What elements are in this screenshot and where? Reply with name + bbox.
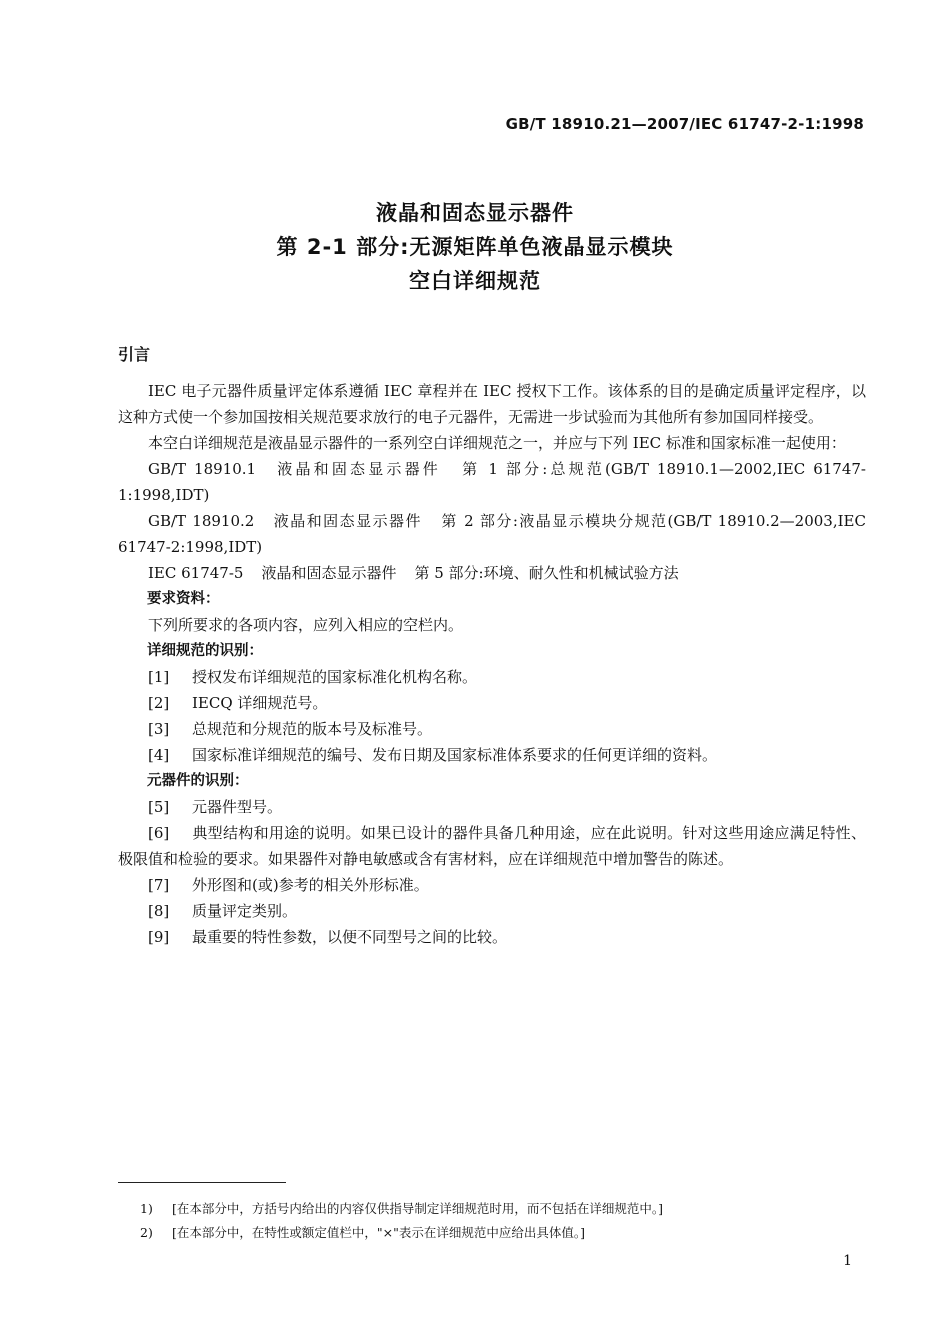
list-item	[118, 872, 866, 898]
intro-body	[118, 378, 866, 950]
list-item	[118, 716, 866, 742]
title-line-1: 液晶和固态显示器件	[376, 201, 574, 225]
item-text: 总规范和分规范的版本号及标准号。	[192, 720, 433, 738]
item-number: [8]	[148, 902, 170, 920]
item-text: 典型结构和用途的说明。如果已设计的器件具备几种用途，应在此说明。针对这些用途应满足特性、极限值和检验的要求。如果器件对静电敏感或含有害材料，应在详细规范中增加警告的陈述。	[118, 824, 866, 868]
list-item	[118, 664, 866, 690]
detail-spec-heading: 详细规范的识别：	[147, 643, 263, 659]
standard-code: GB/T 18910.21—2007/IEC 61747-2-1:1998	[505, 115, 864, 133]
item-text: 授权发布详细规范的国家标准化机构名称。	[192, 668, 478, 686]
footnote-divider	[118, 1182, 286, 1183]
component-id-heading: 元器件的识别：	[147, 773, 249, 789]
reference-name: 液晶和固态显示器件	[274, 460, 441, 478]
reference-code: GB/T 18910.2	[148, 512, 255, 530]
reference-item	[118, 560, 866, 586]
item-number: [7]	[148, 876, 170, 894]
page-number: 1	[843, 1253, 852, 1269]
footnote-text: [在本部分中，方括号内给出的内容仅供指导制定详细规范时用，而不包括在详细规范中。]	[172, 1201, 664, 1216]
intro-paragraph-1: IEC 电子元器件质量评定体系遵循 IEC 章程并在 IEC 授权下工作。该体系的目的是确定质量评定程序，以这种方式使一个参加国按相关规范要求放行的电子元器件，无需进一步试验而为其他所有参加国同样接受。	[118, 382, 866, 426]
document-title	[0, 196, 950, 298]
item-number: [3]	[148, 720, 170, 738]
title-line-2: 第 2-1 部分:无源矩阵单色液晶显示模块	[276, 235, 674, 259]
item-number: [2]	[148, 694, 170, 712]
list-item	[118, 820, 866, 872]
section-heading-intro: 引言	[118, 345, 151, 364]
item-text: IECQ 详细规范号。	[192, 694, 328, 712]
item-text: 质量评定类别。	[192, 902, 298, 920]
reference-part: 第 1 部分:总规范(GB/T 18910.1—2002,IEC 61747-1:1998,IDT)	[118, 460, 866, 504]
intro-paragraph-2: 本空白详细规范是液晶显示器件的一系列空白详细规范之一，并应与下列 IEC 标准和国家标准一起使用：	[148, 434, 846, 452]
footnote	[140, 1199, 663, 1217]
footnote-text: [在本部分中，在特性或额定值栏中，"×"表示在详细规范中应给出具体值。]	[172, 1225, 585, 1240]
footnote-number: 2)	[140, 1225, 153, 1240]
required-info-heading: 要求资料：	[147, 591, 220, 607]
reference-item	[118, 456, 866, 508]
item-number: [5]	[148, 798, 170, 816]
reference-part: 第 5 部分:环境、耐久性和机械试验方法	[414, 564, 679, 582]
item-number: [4]	[148, 746, 170, 764]
list-item	[118, 794, 866, 820]
list-item	[118, 742, 866, 768]
item-text: 最重要的特性参数，以便不同型号之间的比较。	[192, 928, 508, 946]
footnote-number: 1)	[140, 1201, 153, 1216]
item-text: 外形图和(或)参考的相关外形标准。	[192, 876, 429, 894]
list-item	[118, 690, 866, 716]
title-line-3: 空白详细规范	[409, 269, 541, 293]
item-text: 国家标准详细规范的编号、发布日期及国家标准体系要求的任何更详细的资料。	[192, 746, 718, 764]
item-number: [6]	[148, 824, 170, 842]
reference-name: 液晶和固态显示器件	[261, 564, 397, 582]
reference-part: 第 2 部分:液晶显示模块分规范(GB/T 18910.2—2003,IEC 61747-2:1998,IDT)	[118, 512, 866, 556]
reference-code: GB/T 18910.1	[148, 460, 257, 478]
reference-name: 液晶和固态显示器件	[272, 512, 422, 530]
reference-item	[118, 508, 866, 560]
footnote	[140, 1223, 585, 1241]
list-item	[118, 924, 866, 950]
required-info-text: 下列所要求的各项内容，应列入相应的空栏内。	[148, 616, 464, 634]
item-number: [9]	[148, 928, 170, 946]
list-item	[118, 898, 866, 924]
item-text: 元器件型号。	[192, 798, 283, 816]
reference-code: IEC 61747-5	[148, 564, 244, 582]
item-number: [1]	[148, 668, 170, 686]
